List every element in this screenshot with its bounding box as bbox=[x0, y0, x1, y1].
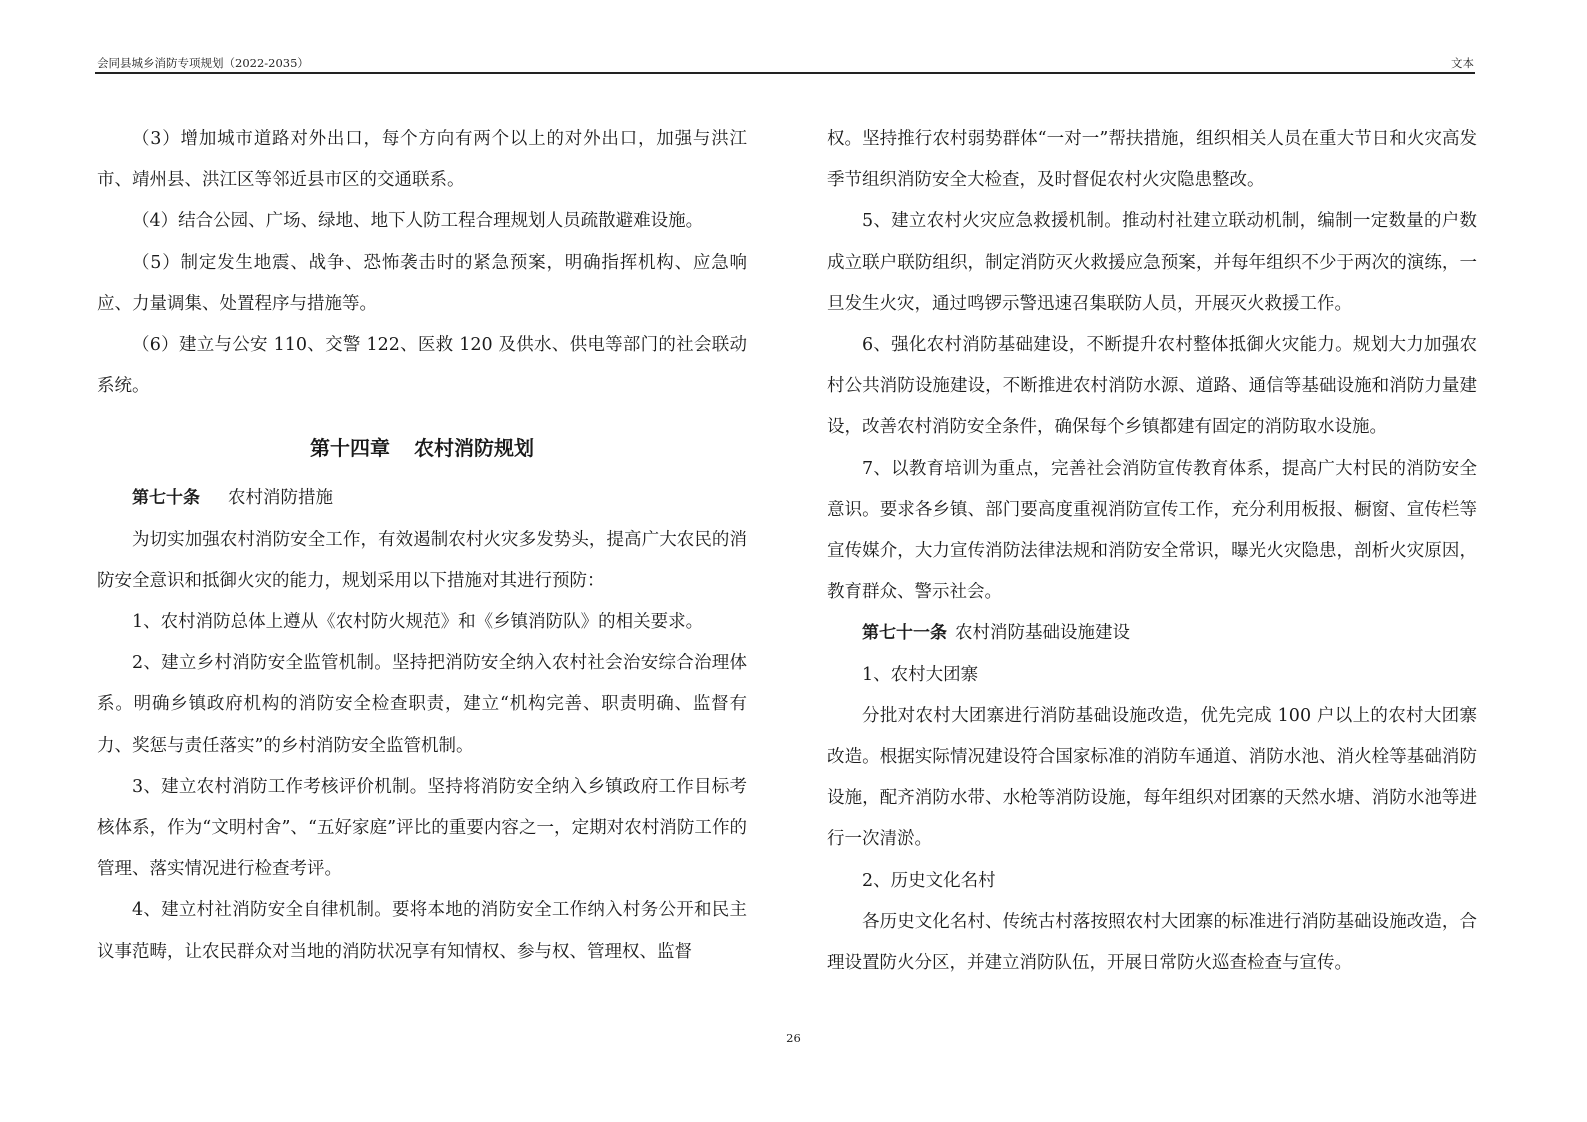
paragraph: 为切实加强农村消防安全工作，有效遏制农村火灾多发势头，提高广大农民的消防安全意识和抵御火灾的能力，规划采用以下措施对其进行预防： bbox=[97, 529, 747, 591]
paragraph: 1、农村大团寨 bbox=[862, 664, 979, 685]
paragraph: 3、建立农村消防工作考核评价机制。坚持将消防安全纳入乡镇政府工作目标考核体系，作为“文明村舍”、“五好家庭”评比的重要内容之一，定期对农村消防工作的管理、落实情况进行检查考评。 bbox=[97, 776, 747, 880]
paragraph: 4、建立村社消防安全自律机制。要将本地的消防安全工作纳入村务公开和民主议事范畴，让农民群众对当地的消防状况享有知情权、参与权、管理权、监督 bbox=[97, 900, 747, 962]
article-heading bbox=[827, 613, 1477, 654]
paragraph: 2、历史文化名村 bbox=[862, 870, 996, 891]
paragraph: 分批对农村大团寨进行消防基础设施改造，优先完成 100 户以上的农村大团寨改造。根据实际情况建设符合国家标准的消防车通道、消防水池、消火栓等基础消防设施，配齐消防水带、水枪等消防设施，每年组织对团寨的天然水塘、消防水池等进行一次清淤。 bbox=[827, 705, 1477, 850]
page-number: 26 bbox=[786, 1031, 801, 1045]
article-title: 农村消防措施 bbox=[228, 488, 333, 509]
paragraph: （5）制定发生地震、战争、恐怖袭击时的紧急预案，明确指挥机构、应急响应、力量调集、处置程序与措施等。 bbox=[97, 252, 747, 314]
paragraph: 5、建立农村火灾应急救援机制。推动村社建立联动机制，编制一定数量的户数成立联户联防组织，制定消防灭火救援应急预案，并每年组织不少于两次的演练，一旦发生火灾，通过鸣锣示警迅速召集联防人员，开展灭火救援工作。 bbox=[827, 211, 1477, 314]
page-header-section: 文本 bbox=[1451, 56, 1474, 70]
paragraph: 7、以教育培训为重点，完善社会消防宣传教育体系，提高广大村民的消防安全意识。要求各乡镇、部门要高度重视消防宣传工作，充分利用板报、橱窗、宣传栏等宣传媒介，大力宣传消防法律法规和消防安全常识，曝光火灾隐患，剖析火灾原因，教育群众、警示社会。 bbox=[827, 458, 1477, 603]
paragraph: 6、强化农村消防基础建设，不断提升农村整体抵御火灾能力。规划大力加强农村公共消防设施建设，不断推进农村消防水源、道路、通信等基础设施和消防力量建设，改善农村消防安全条件，确保每个乡镇都建有固定的消防取水设施。 bbox=[827, 335, 1477, 438]
page-header-title: 会同县城乡消防专项规划（2022-2035） bbox=[97, 56, 309, 70]
paragraph: （6）建立与公安 110、交警 122、医救 120 及供水、供电等部门的社会联动系统。 bbox=[97, 335, 747, 397]
paragraph: 各历史文化名村、传统古村落按照农村大团寨的标准进行消防基础设施改造，合理设置防火分区，并建立消防队伍，开展日常防火巡查检查与宣传。 bbox=[827, 911, 1477, 974]
right-column bbox=[827, 119, 1477, 984]
paragraph: （4）结合公园、广场、绿地、地下人防工程合理规划人员疏散避难设施。 bbox=[132, 211, 704, 232]
chapter-number: 第十四章 bbox=[310, 436, 390, 461]
article-number: 第七十一条 bbox=[862, 623, 947, 644]
header-rule bbox=[95, 72, 1475, 74]
left-column bbox=[97, 119, 747, 973]
article-title: 农村消防基础设施建设 bbox=[955, 623, 1130, 644]
article-number: 第七十条 bbox=[132, 488, 200, 509]
article-heading bbox=[97, 478, 747, 519]
chapter-heading bbox=[97, 428, 747, 468]
chapter-name: 农村消防规划 bbox=[414, 436, 534, 461]
paragraph: 1、农村消防总体上遵从《农村防火规范》和《乡镇消防队》的相关要求。 bbox=[132, 612, 704, 633]
paragraph: 权。坚持推行农村弱势群体“一对一”帮扶措施，组织相关人员在重大节日和火灾高发季节组织消防安全大检查，及时督促农村火灾隐患整改。 bbox=[827, 129, 1477, 191]
paragraph: 2、建立乡村消防安全监管机制。坚持把消防安全纳入农村社会治安综合治理体系。明确乡镇政府机构的消防安全检查职责，建立“机构完善、职责明确、监督有力、奖惩与责任落实”的乡村消防安全监管机制。 bbox=[97, 653, 747, 756]
paragraph: （3）增加城市道路对外出口，每个方向有两个以上的对外出口，加强与洪江市、靖州县、洪江区等邻近县市区的交通联系。 bbox=[97, 129, 747, 191]
